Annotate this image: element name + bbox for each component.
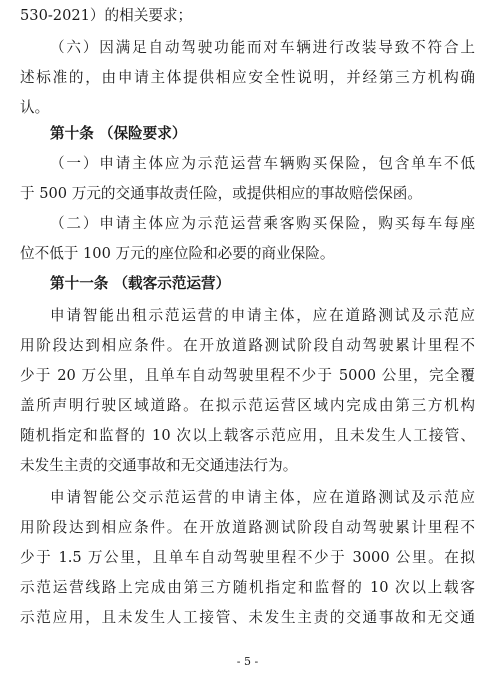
text-line: 认。 [20, 99, 50, 116]
text-line: （一）申请主体应为示范运营车辆购买保险，包含单车不低 [50, 155, 475, 172]
text-line: 于 500 万元的交通事故责任险，或提供相应的事故赔偿保函。 [20, 185, 422, 202]
text-line: 用阶段达到相应条件。在开放道路测试阶段自动驾驶累计里程不 [20, 337, 475, 354]
text-line: 少于 20 万公里，且单车自动驾驶里程不少于 5000 公里，完全覆 [20, 367, 475, 384]
text-line: 申请智能公交示范运营的申请主体，应在道路测试及示范应 [50, 489, 475, 506]
text-line: 未发生主责的交通事故和无交通违法行为。 [20, 457, 298, 474]
text-line: 示范运营线路上完成由第三方随机指定和监督的 10 次以上载客 [20, 579, 475, 596]
text-line: 位不低于 100 万元的座位险和必要的商业保险。 [20, 245, 335, 262]
text-line: （六）因满足自动驾驶功能而对车辆进行改装导致不符合上 [50, 39, 475, 56]
text-line: （二）申请主体应为示范运营乘客购买保险，购买每车每座 [50, 215, 475, 232]
text-line: 申请智能出租示范运营的申请主体，应在道路测试及示范应 [50, 307, 475, 324]
text-line: 随机指定和监督的 10 次以上载客示范应用，且未发生人工接管、 [20, 427, 475, 444]
text-line: 盖所声明行驶区域道路。在拟示范运营区域内完成由第三方机构 [20, 397, 475, 414]
section-heading: 第十一条 （载客示范运营） [50, 275, 231, 292]
text-line: 530-2021）的相关要求； [20, 7, 193, 24]
text-line: 用阶段达到相应条件。在开放道路测试阶段自动驾驶累计里程不 [20, 519, 475, 536]
text-line: 少于 1.5 万公里，且单车自动驾驶里程不少于 3000 公里。在拟 [20, 549, 475, 566]
page-number: - 5 - [236, 655, 259, 668]
text-line: 示范应用，且未发生人工接管、未发生主责的交通事故和无交通 [20, 609, 475, 626]
text-line: 述标准的，由申请主体提供相应安全性说明，并经第三方机构确 [20, 69, 475, 86]
section-heading: 第十条 （保险要求） [50, 125, 187, 142]
